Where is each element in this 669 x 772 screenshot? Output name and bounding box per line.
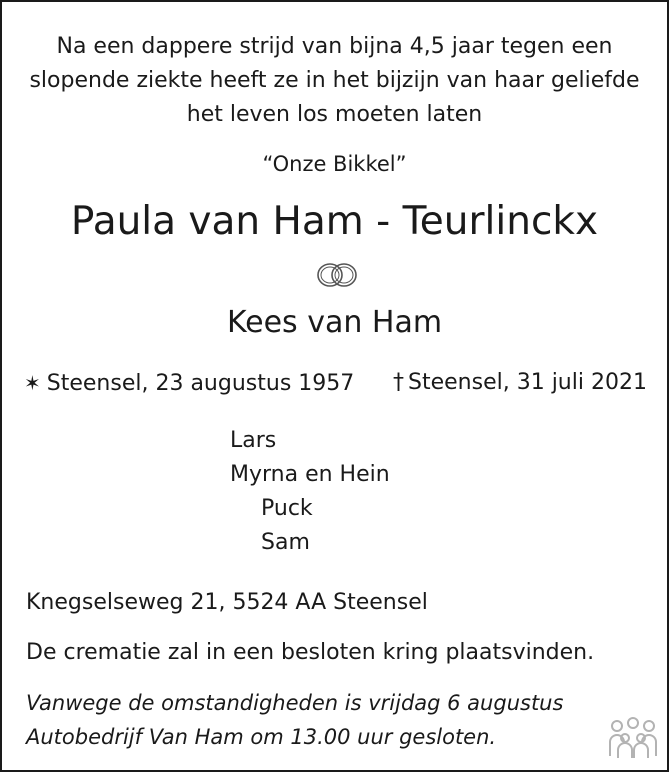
death-info — [393, 368, 647, 398]
wedding-rings-icon — [314, 260, 360, 290]
closure-note-line: Vanwege de omstandigheden is vrijdag 6 augustus — [26, 691, 564, 715]
closure-note — [26, 686, 563, 754]
family-member: Sam — [261, 530, 310, 555]
partner-name: Kees van Ham — [226, 305, 443, 340]
birth-text: Steensel, 23 augustus 1957 — [46, 371, 355, 396]
intro-line: Na een dappere strijd van bijna 4,5 jaar tegen een — [56, 34, 613, 59]
nickname: “Onze Bikkel” — [262, 152, 407, 176]
death-text: Steensel, 31 juli 2021 — [408, 370, 647, 395]
birth-info — [24, 368, 354, 399]
family-member: Puck — [261, 496, 313, 521]
closure-note-line: Autobedrijf Van Ham om 13.00 uur gesloten. — [26, 725, 497, 749]
intro-line: slopende ziekte heeft ze in het bijzijn van haar geliefde — [29, 68, 640, 93]
death-cross-icon: † — [393, 370, 404, 395]
family-member: Myrna en Hein — [230, 462, 390, 487]
birth-star-icon: ✶ — [24, 371, 41, 395]
family-list — [230, 424, 390, 560]
people-group-icon — [606, 716, 660, 760]
deceased-name: Paula van Ham - Teurlinckx — [70, 199, 599, 244]
intro-text — [0, 30, 669, 132]
intro-line: het leven los moeten laten — [186, 102, 483, 127]
family-member: Lars — [230, 428, 277, 453]
address: Knegselseweg 21, 5524 AA Steensel — [26, 590, 428, 615]
cremation-note: De crematie zal in een besloten kring plaatsvinden. — [26, 640, 595, 665]
